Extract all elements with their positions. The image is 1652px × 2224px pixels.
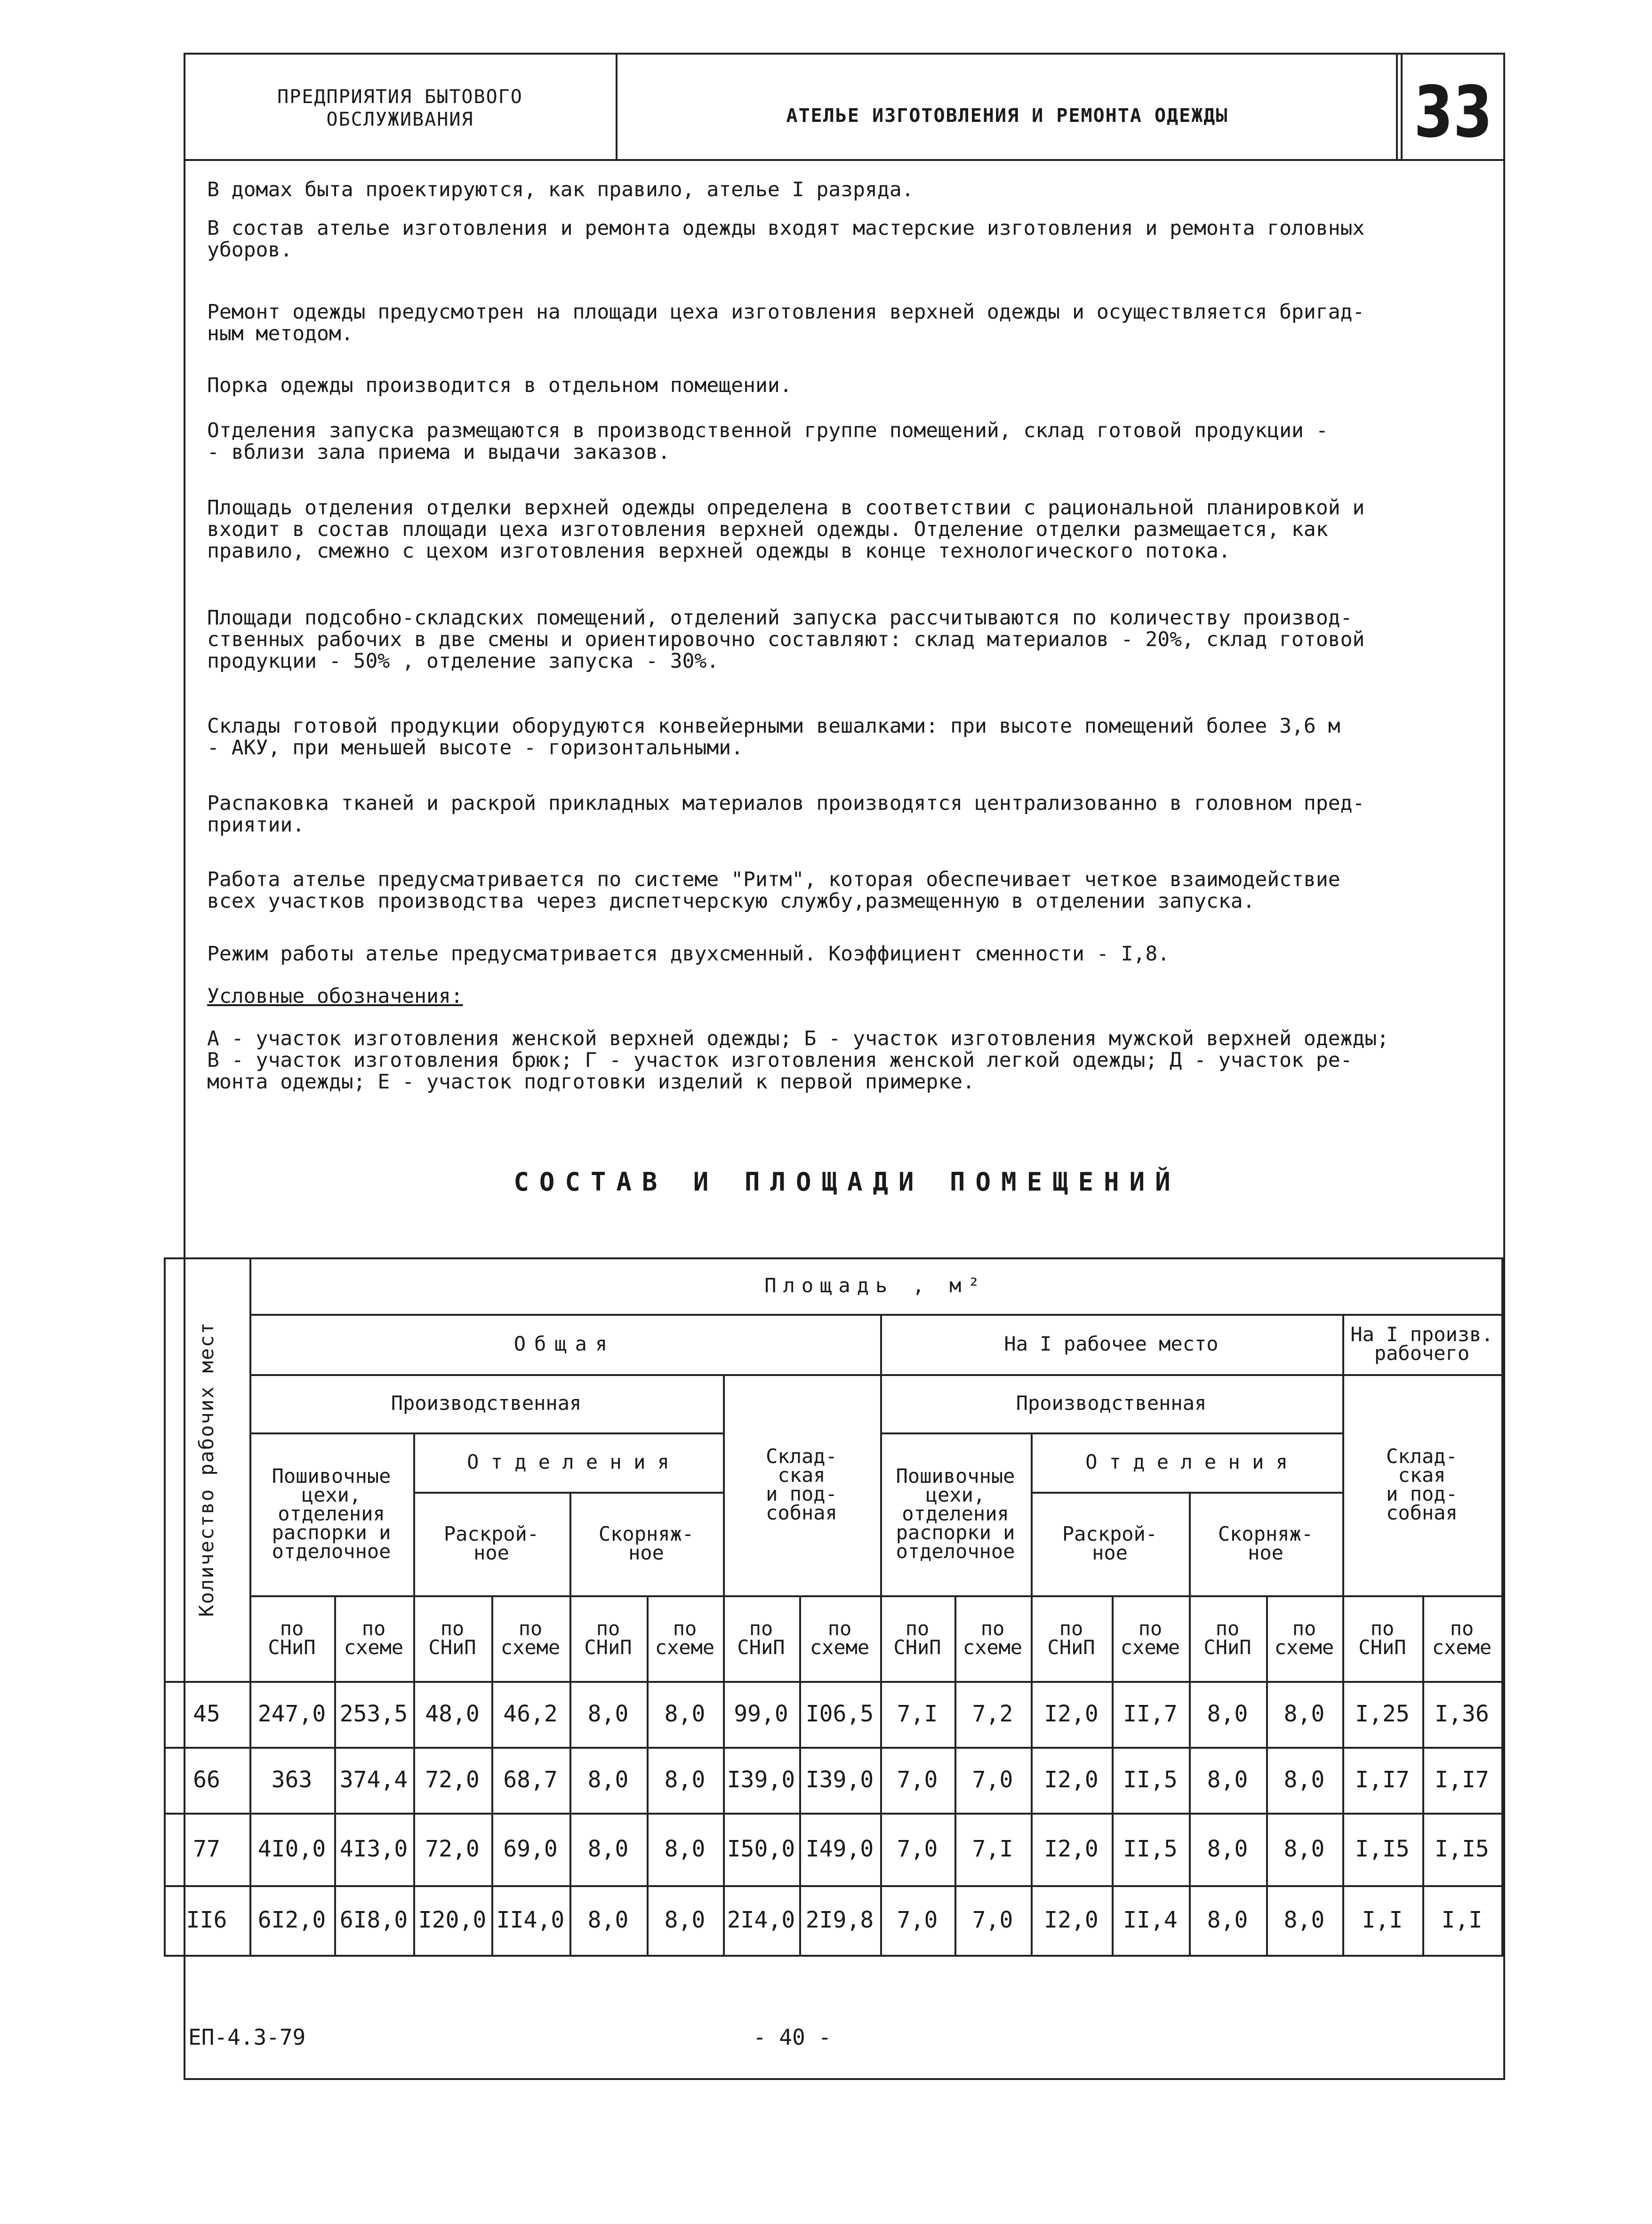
table-cell-r2-c16: I,I7 — [1355, 1767, 1410, 1793]
table-cell-r4-c10: 7,0 — [897, 1907, 938, 1933]
table-title: СОСТАВ И ПЛОЩАДИ ПОМЕЩЕНИЙ — [513, 1167, 1181, 1197]
table-cell-r3-c3: 4I3,0 — [339, 1836, 408, 1862]
table-cell-r2-c13: II,5 — [1123, 1767, 1178, 1793]
table-cell-r2-c14: 8,0 — [1207, 1767, 1248, 1793]
table-cell-r4-c11: 7,0 — [972, 1907, 1013, 1933]
table-cell-r2-c12: I2,0 — [1044, 1767, 1099, 1793]
production-header-total: Производственная — [391, 1392, 582, 1415]
table-cell-r4-c8: 2I4,0 — [727, 1907, 795, 1933]
storage-header-total: Склад- ская и под- собная — [766, 1445, 837, 1524]
total-header: Общая — [513, 1332, 616, 1355]
sub-header-snip-1: по СНиП — [268, 1617, 316, 1659]
table-cell-r2-c15: 8,0 — [1283, 1767, 1325, 1793]
sub-header-snip-3: по СНиП — [584, 1617, 632, 1659]
table-cell-r4-c17: I,I — [1441, 1907, 1483, 1933]
table-cell-r4-c14: 8,0 — [1207, 1907, 1248, 1933]
table-cell-r1-c14: 8,0 — [1207, 1701, 1248, 1727]
legend-text: А - участок изготовления женской верхней одежды; Б - участок изготовления мужской верхней одежды; В - участок изготовления брюк; Г - участок изготовления женской легкой одежды; Д - участок ре- монта одежды; Е - участок подготовки изделий к первой примерке. — [207, 1027, 1389, 1094]
table-cell-r4-c2: 6I2,0 — [257, 1907, 326, 1933]
table-cell-r4-c13: II,4 — [1123, 1907, 1178, 1933]
org-line-1: ПРЕДПРИЯТИЯ БЫТОВОГО — [277, 86, 523, 108]
table-cell-r2-c11: 7,0 — [972, 1767, 1013, 1793]
table-bottom-line — [164, 1955, 1503, 1957]
header-bottom-line — [184, 159, 1503, 161]
paragraph-5: Отделения запуска размещаются в производственной группе помещений, склад готовой продукции - - вблизи зала приема и выдачи заказов. — [207, 419, 1328, 464]
table-cell-r4-c6: 8,0 — [587, 1907, 629, 1933]
org-line-2: ОБСЛУЖИВАНИЯ — [326, 109, 474, 130]
sub-header-snip-6: по СНиП — [1047, 1617, 1095, 1659]
table-cell-r1-c9: I06,5 — [805, 1701, 874, 1727]
table-cell-r2-c10: 7,0 — [897, 1767, 938, 1793]
sewing-header-total: Пошивочные цехи, отделения распорки и отделочное — [272, 1464, 391, 1563]
fur-header-per-place: Скорняж- ное — [1218, 1522, 1314, 1564]
table-cell-r3-c17: I,I5 — [1435, 1836, 1489, 1862]
table-cell-r4-c4: I20,0 — [418, 1907, 487, 1933]
table-cell-r3-c1: 77 — [193, 1836, 220, 1862]
table-cell-r3-c14: 8,0 — [1207, 1836, 1248, 1862]
table-cell-r3-c11: 7,I — [972, 1836, 1013, 1862]
sub-header-scheme-2: по схеме — [500, 1617, 561, 1659]
production-header-per-place: Производственная — [1016, 1392, 1207, 1415]
table-cell-r3-c9: I49,0 — [805, 1836, 874, 1862]
row-count-header: Количество рабочих мест — [195, 1321, 218, 1617]
sub-header-snip-4: по СНиП — [737, 1617, 785, 1659]
table-right-line — [1501, 1257, 1503, 1957]
table-cell-r4-c3: 6I8,0 — [339, 1907, 408, 1933]
table-cell-r3-c2: 4I0,0 — [257, 1836, 326, 1862]
paragraph-6: Площадь отделения отделки верхней одежды определена в соответствии с рациональной планировкой и входит в состав площади цеха изготовления верхней одежды. Отделение отделки размещается, как правило, смежно с цехом изготовления верхней одежды в конце технологического потока. — [207, 496, 1365, 563]
sub-header-snip-5: по СНиП — [893, 1617, 941, 1659]
table-cell-r3-c5: 69,0 — [503, 1836, 558, 1862]
paragraph-11: Режим работы ателье предусматривается двухсменный. Коэффициент сменности - I,8. — [207, 942, 1170, 966]
paragraph-4: Порка одежды производится в отдельном помещении. — [207, 374, 792, 397]
storage-header-per-worker: Склад- ская и под- собная — [1386, 1445, 1458, 1524]
table-cell-r3-c12: I2,0 — [1044, 1836, 1099, 1862]
table-cell-r4-c15: 8,0 — [1283, 1907, 1325, 1933]
footer-code: ЕП-4.3-79 — [188, 2024, 306, 2050]
sub-header-scheme-3: по схеме — [655, 1617, 715, 1659]
table-cell-r1-c7: 8,0 — [664, 1701, 706, 1727]
table-cell-r3-c8: I50,0 — [727, 1836, 795, 1862]
cutting-header-total: Раскрой- ное — [443, 1522, 539, 1564]
table-cell-r2-c1: 66 — [193, 1767, 220, 1793]
table-cell-r3-c7: 8,0 — [664, 1836, 706, 1862]
table-cell-r1-c6: 8,0 — [587, 1701, 629, 1727]
footer-page-number: - 40 - — [753, 2024, 832, 2050]
per-place-header: На I рабочее место — [1004, 1332, 1219, 1355]
sub-header-scheme-1: по схеме — [344, 1617, 404, 1659]
table-cell-r2-c8: I39,0 — [727, 1767, 795, 1793]
table-cell-r4-c1: II6 — [186, 1907, 227, 1933]
paragraph-3: Ремонт одежды предусмотрен на площади цеха изготовления верхней одежды и осуществляется бригад- ным методом. — [207, 300, 1365, 345]
table-cell-r4-c12: I2,0 — [1044, 1907, 1099, 1933]
paragraph-7: Площади подсобно-складских помещений, отделений запуска рассчитываются по количеству производ- ственных рабочих в две смены и ориентировочно составляют: склад материалов - 20%, склад готовой продукции - 50% , отделение запуска - 30%. — [207, 606, 1365, 673]
table-cell-r4-c7: 8,0 — [664, 1907, 706, 1933]
paragraph-2: В состав ателье изготовления и ремонта одежды входят мастерские изготовления и ремонта головных уборов. — [207, 216, 1365, 262]
header-divider-2 — [1396, 53, 1398, 159]
table-cell-r2-c7: 8,0 — [664, 1767, 706, 1793]
paragraph-8: Склады готовой продукции оборудуются конвейерными вешалками: при высоте помещений более 3,6 м - АКУ, при меньшей высоте - горизонтальными. — [207, 714, 1340, 760]
cutting-header-per-place: Раскрой- ное — [1062, 1522, 1158, 1564]
table-cell-r4-c16: I,I — [1362, 1907, 1403, 1933]
table-cell-r1-c15: 8,0 — [1283, 1701, 1325, 1727]
table-cell-r4-c9: 2I9,8 — [805, 1907, 874, 1933]
paragraph-1: В домах быта проектируются, как правило, ателье I разряда. — [207, 178, 914, 201]
table-cell-r3-c15: 8,0 — [1283, 1836, 1325, 1862]
sub-header-snip-7: по СНиП — [1203, 1617, 1251, 1659]
document-title: АТЕЛЬЕ ИЗГОТОВЛЕНИЯ И РЕМОНТА ОДЕЖДЫ — [786, 105, 1228, 127]
departments-header-total: О т д е л е н и я — [467, 1450, 669, 1473]
table-cell-r1-c5: 46,2 — [503, 1701, 558, 1727]
paragraph-9: Распаковка тканей и раскрой прикладных материалов производятся централизованно в головном пред- приятии. — [207, 792, 1365, 837]
table-cell-r2-c3: 374,4 — [339, 1767, 408, 1793]
departments-header-per-place: О т д е л е н и я — [1085, 1450, 1288, 1473]
table-cell-r3-c10: 7,0 — [897, 1836, 938, 1862]
sub-header-snip-2: по СНиП — [428, 1617, 476, 1659]
legend-heading: Условные обозначения: — [207, 984, 463, 1008]
header-divider-1 — [616, 53, 617, 159]
table-cell-r3-c16: I,I5 — [1355, 1836, 1410, 1862]
per-worker-header: На I произв. рабочего — [1350, 1323, 1493, 1365]
table-cell-r2-c6: 8,0 — [587, 1767, 629, 1793]
table-cell-r3-c13: II,5 — [1123, 1836, 1178, 1862]
sub-header-scheme-8: по схеме — [1432, 1617, 1492, 1659]
sub-header-snip-8: по СНиП — [1358, 1617, 1406, 1659]
table-cell-r1-c17: I,36 — [1435, 1701, 1489, 1727]
table-cell-r2-c17: I,I7 — [1435, 1767, 1489, 1793]
fur-header-total: Скорняж- ное — [598, 1522, 694, 1564]
table-cell-r1-c13: II,7 — [1123, 1701, 1178, 1727]
sub-header-scheme-5: по схеме — [962, 1617, 1023, 1659]
table-cell-r1-c8: 99,0 — [734, 1701, 788, 1727]
table-cell-r1-c3: 253,5 — [339, 1701, 408, 1727]
table-cell-r1-c1: 45 — [193, 1701, 220, 1727]
table-cell-r1-c11: 7,2 — [972, 1701, 1013, 1727]
sub-header-scheme-4: по схеме — [810, 1617, 870, 1659]
table-cell-r3-c4: 72,0 — [425, 1836, 480, 1862]
table-cell-r1-c10: 7,I — [897, 1701, 938, 1727]
table-cell-r1-c12: I2,0 — [1044, 1701, 1099, 1727]
table-cell-r3-c6: 8,0 — [587, 1836, 629, 1862]
sub-header-scheme-6: по схеме — [1120, 1617, 1180, 1659]
table-cell-r2-c2: 363 — [271, 1767, 313, 1793]
sewing-header-per-place: Пошивочные цехи, отделения распорки и отделочное — [896, 1464, 1015, 1563]
paragraph-10: Работа ателье предусматривается по системе "Ритм", которая обеспечивает четкое взаимодействие всех участков производства через диспетчерскую службу,размещенную в отделении запуска. — [207, 868, 1340, 913]
header-divider-3 — [1401, 53, 1403, 159]
sub-header-scheme-7: по схеме — [1274, 1617, 1334, 1659]
table-cell-r2-c9: I39,0 — [805, 1767, 874, 1793]
sheet-number: 33 — [1414, 72, 1492, 153]
table-cell-r1-c4: 48,0 — [425, 1701, 480, 1727]
table-cell-r4-c5: II4,0 — [496, 1907, 565, 1933]
table-cell-r1-c16: I,25 — [1355, 1701, 1410, 1727]
area-header: Площадь , м² — [764, 1274, 986, 1297]
table-cell-r1-c2: 247,0 — [257, 1701, 326, 1727]
table-cell-r2-c5: 68,7 — [503, 1767, 558, 1793]
table-cell-r2-c4: 72,0 — [425, 1767, 480, 1793]
org-name — [188, 86, 612, 131]
